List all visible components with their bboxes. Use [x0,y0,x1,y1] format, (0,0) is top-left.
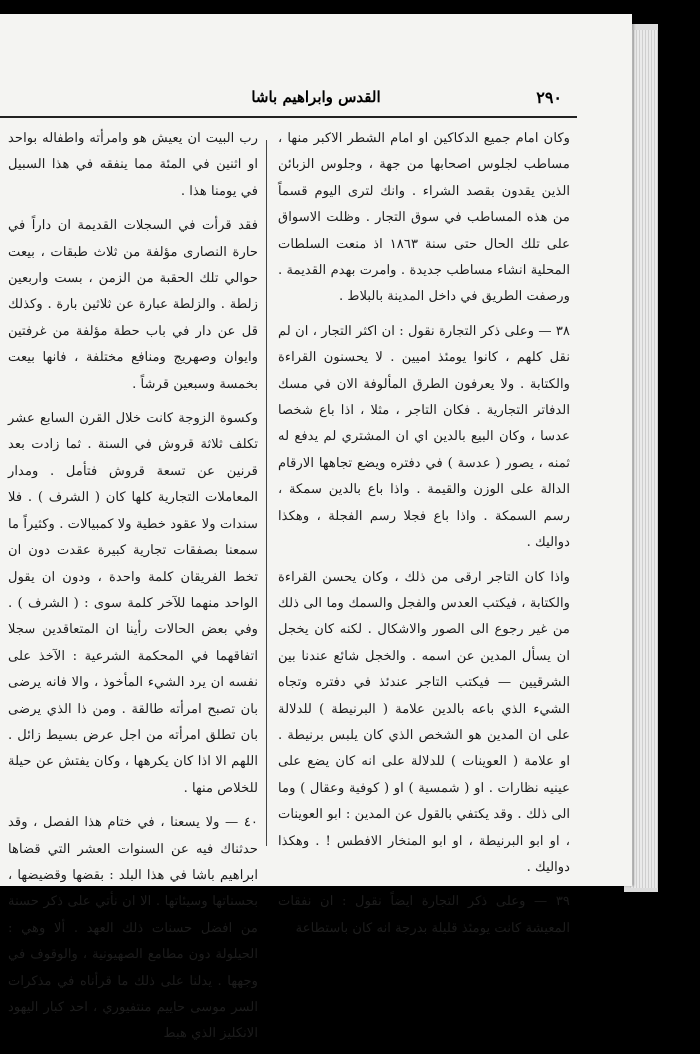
paragraph: ٤٠ — ولا يسعنا ، في ختام هذا الفصل ، وقد حدثناك فيه عن السنوات العشر التي قضاها ابراهيم باشا في هذا البلد : بقضها وقضيضها ، بحسناتها وسيئاتها . الا ان نأتي على ذكر حسنة من افضل حسنات ذلك العهد . ألا وهي : الحيلولة دون مطامع الصهيونية ، والوقوف في وجهها . يدلنا على ذلك ما قرأناه في مذكرات السر موسى حاييم منتفيوري ، احد كبار اليهود الانكليز الذي هبط [8,815,258,1042]
paragraph: رب البيت ان يعيش هو وامرأته واطفاله بواحد او اثنين في المئة مما ينفقه في هذا السبيل في يومنا هذا . [8,131,258,199]
paragraph: ٣٨ — وعلى ذكر التجارة نقول : ان اكثر التجار ، ان لم نقل كلهم ، كانوا يومئذ اميين . لا يحسنون القراءة والكتابة . ولا يعرفون الطرق المألوفة الان في مسك الدفاتر التجارية . فكان التاجر ، مثلا ، اذا باع شخصا عدسا ، وكان البيع بالدين اي ان المشتري لم يدفع له ثمنه ، يصور ( عدسة ) في دفتره ويضع تجاهها الارقام الدالة على الوزن والقيمة . واذا باع بالدين سمكة ، رسم السمكة . واذا باع فجلا رسم الفجلة ، وهكذا دواليك . [278,323,570,551]
paragraph: وكان امام جميع الدكاكين او امام الشطر الاكبر منها ، مساطب لجلوس اصحابها من جهة ، وجلوس الزبائن الذين يقدون بقصد الشراء . وانك لترى اليوم قسماً من هذه المساطب في سوق التجار . وظلت الاسواق على تلك الحال حتى سنة ١٨٦٣ اذ منعت السلطات المحلية انشاء مساطب جديدة . وامرت بهدم القديمة . ورصفت الطريق في داخل المدينة بالبلاط . [278,131,571,305]
page-header [0,14,632,124]
page-stack-edges [630,30,658,888]
right-text-column [278,126,570,948]
left-text-column [8,126,258,1054]
column-divider [266,140,267,846]
header-rule [0,116,577,118]
paragraph: وكسوة الزوجة كانت خلال القرن السابع عشر تكلف ثلاثة قروش في السنة . ثما زادت بعد قرنين عن تسعة قروش فتأمل . ومدار المعاملات التجارية كلها كان ( الشرف ) . فلا سندات ولا عقود خطية ولا كمبيالات . وكثيراً ما سمعنا بصفقات تجارية كبيرة عقدت دون ان تخط الفريقان كلمة واحدة ، ودون ان يقول الواحد منهما للآخر كلمة سوى : ( الشرف ) . وفي بعض الحالات رأينا ان المتعاقدين سجلا اتفاقهما في المحكمة الشرعية : الآخذ على نفسه ان يرد الشيء المأخوذ ، والا فانه يرضى بان تصبح امرأته طالقة . ومن ذا الذي يرضى بان تطلق امرأته من اجل عرض بسيط زائل . اللهم الا اذا كان يكرهها ، وكان يفتش عن حيلة للخلاص منها . [8,411,258,796]
paragraph: فقد قرأت في السجلات القديمة ان داراً في حارة النصارى مؤلفة من ثلاث طبقات ، بيعت حوالي تلك الحقبة من الزمن ، بست واربعين زلطة . والزلطة عبارة عن ثلاثين بارة . وكذلك قل عن دار في باب حطة مؤلفة من غرفتين وايوان وصهريج ومنافع مختلفة ، فانها بيعت بخمسة وسبعين قرشاً . [8,218,258,392]
book-page [0,14,632,1042]
running-title: القدس وابراهيم باشا [251,88,381,106]
page-number: ٢٩٠ [536,88,562,107]
paragraph: واذا كان التاجر ارقى من ذلك ، وكان يحسن القراءة والكتابة ، فيكتب العدس والفجل والسمك وما الى ذلك من غير رجوع الى الصور والاشكال . لكنه كان يخجل ان يسأل المدين عن اسمه . والخجل شائع عندنا بين الشرقيين — فيكتب التاجر عندئذ في دفتره وتجاه الشيء الذي باعه بالدين علامة ( البرنيطة ) للدلالة على ان المدين هو الشخص الذي كان يلبس برنيطة . او علامة ( العوينات ) للدلالة على انه كان يضع على عينيه نظارات . او ( شمسية ) او ( كوفية وعقال ) وما الى ذلك . وقد يكتفي بالقول عن المدين : ابو العوينات ، او ابو البرنيطة ، او ابو المنخار الافطس ! . وهكذا دواليك . [278,569,570,875]
paragraph: ٣٩ — وعلى ذكر التجارة ايضاً نقول : ان نفقات المعيشة كانت يومئذ قليلة بدرجة انه كان باستطاعة [278,894,570,936]
